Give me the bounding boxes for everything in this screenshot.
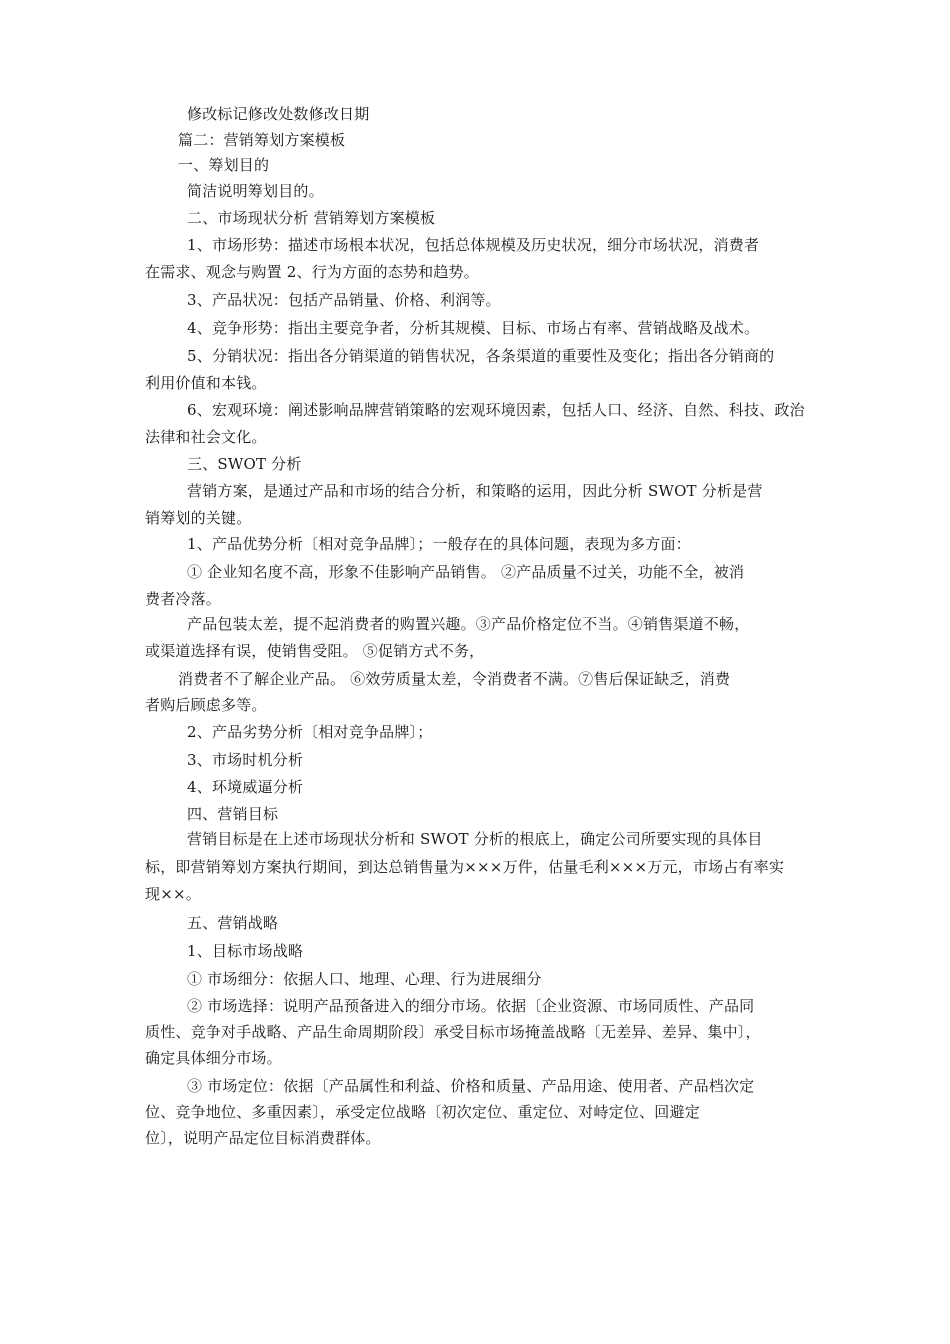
- paragraph-line: 或渠道选择有误，使销售受阻。 ⑤促销方式不务，: [145, 642, 485, 660]
- article-title: 篇二：营销筹划方案模板: [178, 131, 346, 149]
- paragraph-line: 消费者不了解企业产品。 ⑥效劳质量太差，令消费者不满。⑦售后保证缺乏，消费: [178, 670, 731, 688]
- paragraph-line: 在需求、观念与购置 2、行为方面的态势和趋势。: [145, 263, 479, 281]
- paragraph-line: 1、市场形势：描述市场根本状况，包括总体规模及历史状况，细分市场状况，消费者: [187, 236, 760, 254]
- section-heading: 四、营销目标: [187, 805, 279, 823]
- paragraph-line: 营销方案，是通过产品和市场的结合分析，和策略的运用，因此分析 SWOT 分析是营: [187, 482, 763, 500]
- paragraph-line: 位、竞争地位、多重因素〕，承受定位战略〔初次定位、重定位、对峙定位、回避定: [145, 1103, 700, 1121]
- paragraph-line: ① 市场细分：依据人口、地理、心理、行为进展细分: [187, 970, 542, 988]
- paragraph-line: 法律和社会文化。: [145, 428, 267, 446]
- paragraph-line: 4、竞争形势：指出主要竞争者，分析其规模、目标、市场占有率、营销战略及战术。: [187, 319, 760, 337]
- paragraph-line: 简洁说明筹划目的。: [187, 182, 324, 200]
- section-heading: 五、营销战略: [187, 914, 279, 932]
- paragraph-line: 利用价值和本钱。: [145, 374, 267, 392]
- paragraph-line: 者购后顾虑多等。: [145, 696, 267, 714]
- paragraph-line: 营销目标是在上述市场现状分析和 SWOT 分析的根底上，确定公司所要实现的具体目: [187, 830, 763, 848]
- paragraph-line: 3、产品状况：包括产品销量、价格、利润等。: [187, 291, 501, 309]
- paragraph-line: 6、宏观环境：阐述影响品牌营销策略的宏观环境因素，包括人口、经济、自然、科技、政治: [187, 401, 805, 419]
- paragraph-line: 质性、竞争对手战略、产品生命周期阶段〕承受目标市场掩盖战略〔无差异、差异、集中〕，: [145, 1023, 761, 1041]
- paragraph-line: 1、目标市场战略: [187, 942, 304, 960]
- section-heading: 一、筹划目的: [178, 156, 270, 174]
- paragraph-line: 标，即营销筹划方案执行期间，到达总销售量为×××万件，估量毛利×××万元，市场占有率实: [145, 858, 785, 876]
- paragraph-line: ② 市场选择：说明产品预备进入的细分市场。依据〔企业资源、市场同质性、产品同: [187, 997, 755, 1015]
- paragraph-line: 5、分销状况：指出各分销渠道的销售状况，各条渠道的重要性及变化；指出各分销商的: [187, 347, 775, 365]
- section-heading: 二、市场现状分析 营销筹划方案模板: [187, 209, 436, 227]
- paragraph-line: 3、市场时机分析: [187, 751, 304, 769]
- paragraph-line: 2、产品劣势分析〔相对竞争品牌〕；: [187, 723, 433, 741]
- paragraph-line: ③ 市场定位：依据〔产品属性和利益、价格和质量、产品用途、使用者、产品档次定: [187, 1077, 755, 1095]
- section-heading: 三、SWOT 分析: [187, 455, 302, 473]
- paragraph-line: 产品包装太差，提不起消费者的购置兴趣。③产品价格定位不当。④销售渠道不畅，: [187, 615, 750, 633]
- paragraph-line: 现××。: [145, 885, 201, 903]
- paragraph-line: 4、环境威逼分析: [187, 778, 304, 796]
- paragraph-line: ① 企业知名度不高，形象不佳影响产品销售。 ②产品质量不过关，功能不全，被消: [187, 563, 745, 581]
- revision-header-line: 修改标记修改处数修改日期: [187, 105, 370, 123]
- paragraph-line: 销筹划的关键。: [145, 509, 252, 527]
- paragraph-line: 位〕，说明产品定位目标消费群体。: [145, 1129, 381, 1147]
- paragraph-line: 1、产品优势分析〔相对竞争品牌〕；一般存在的具体问题，表现为多方面：: [187, 535, 691, 553]
- paragraph-line: 确定具体细分市场。: [145, 1049, 282, 1067]
- paragraph-line: 费者冷落。: [145, 590, 222, 608]
